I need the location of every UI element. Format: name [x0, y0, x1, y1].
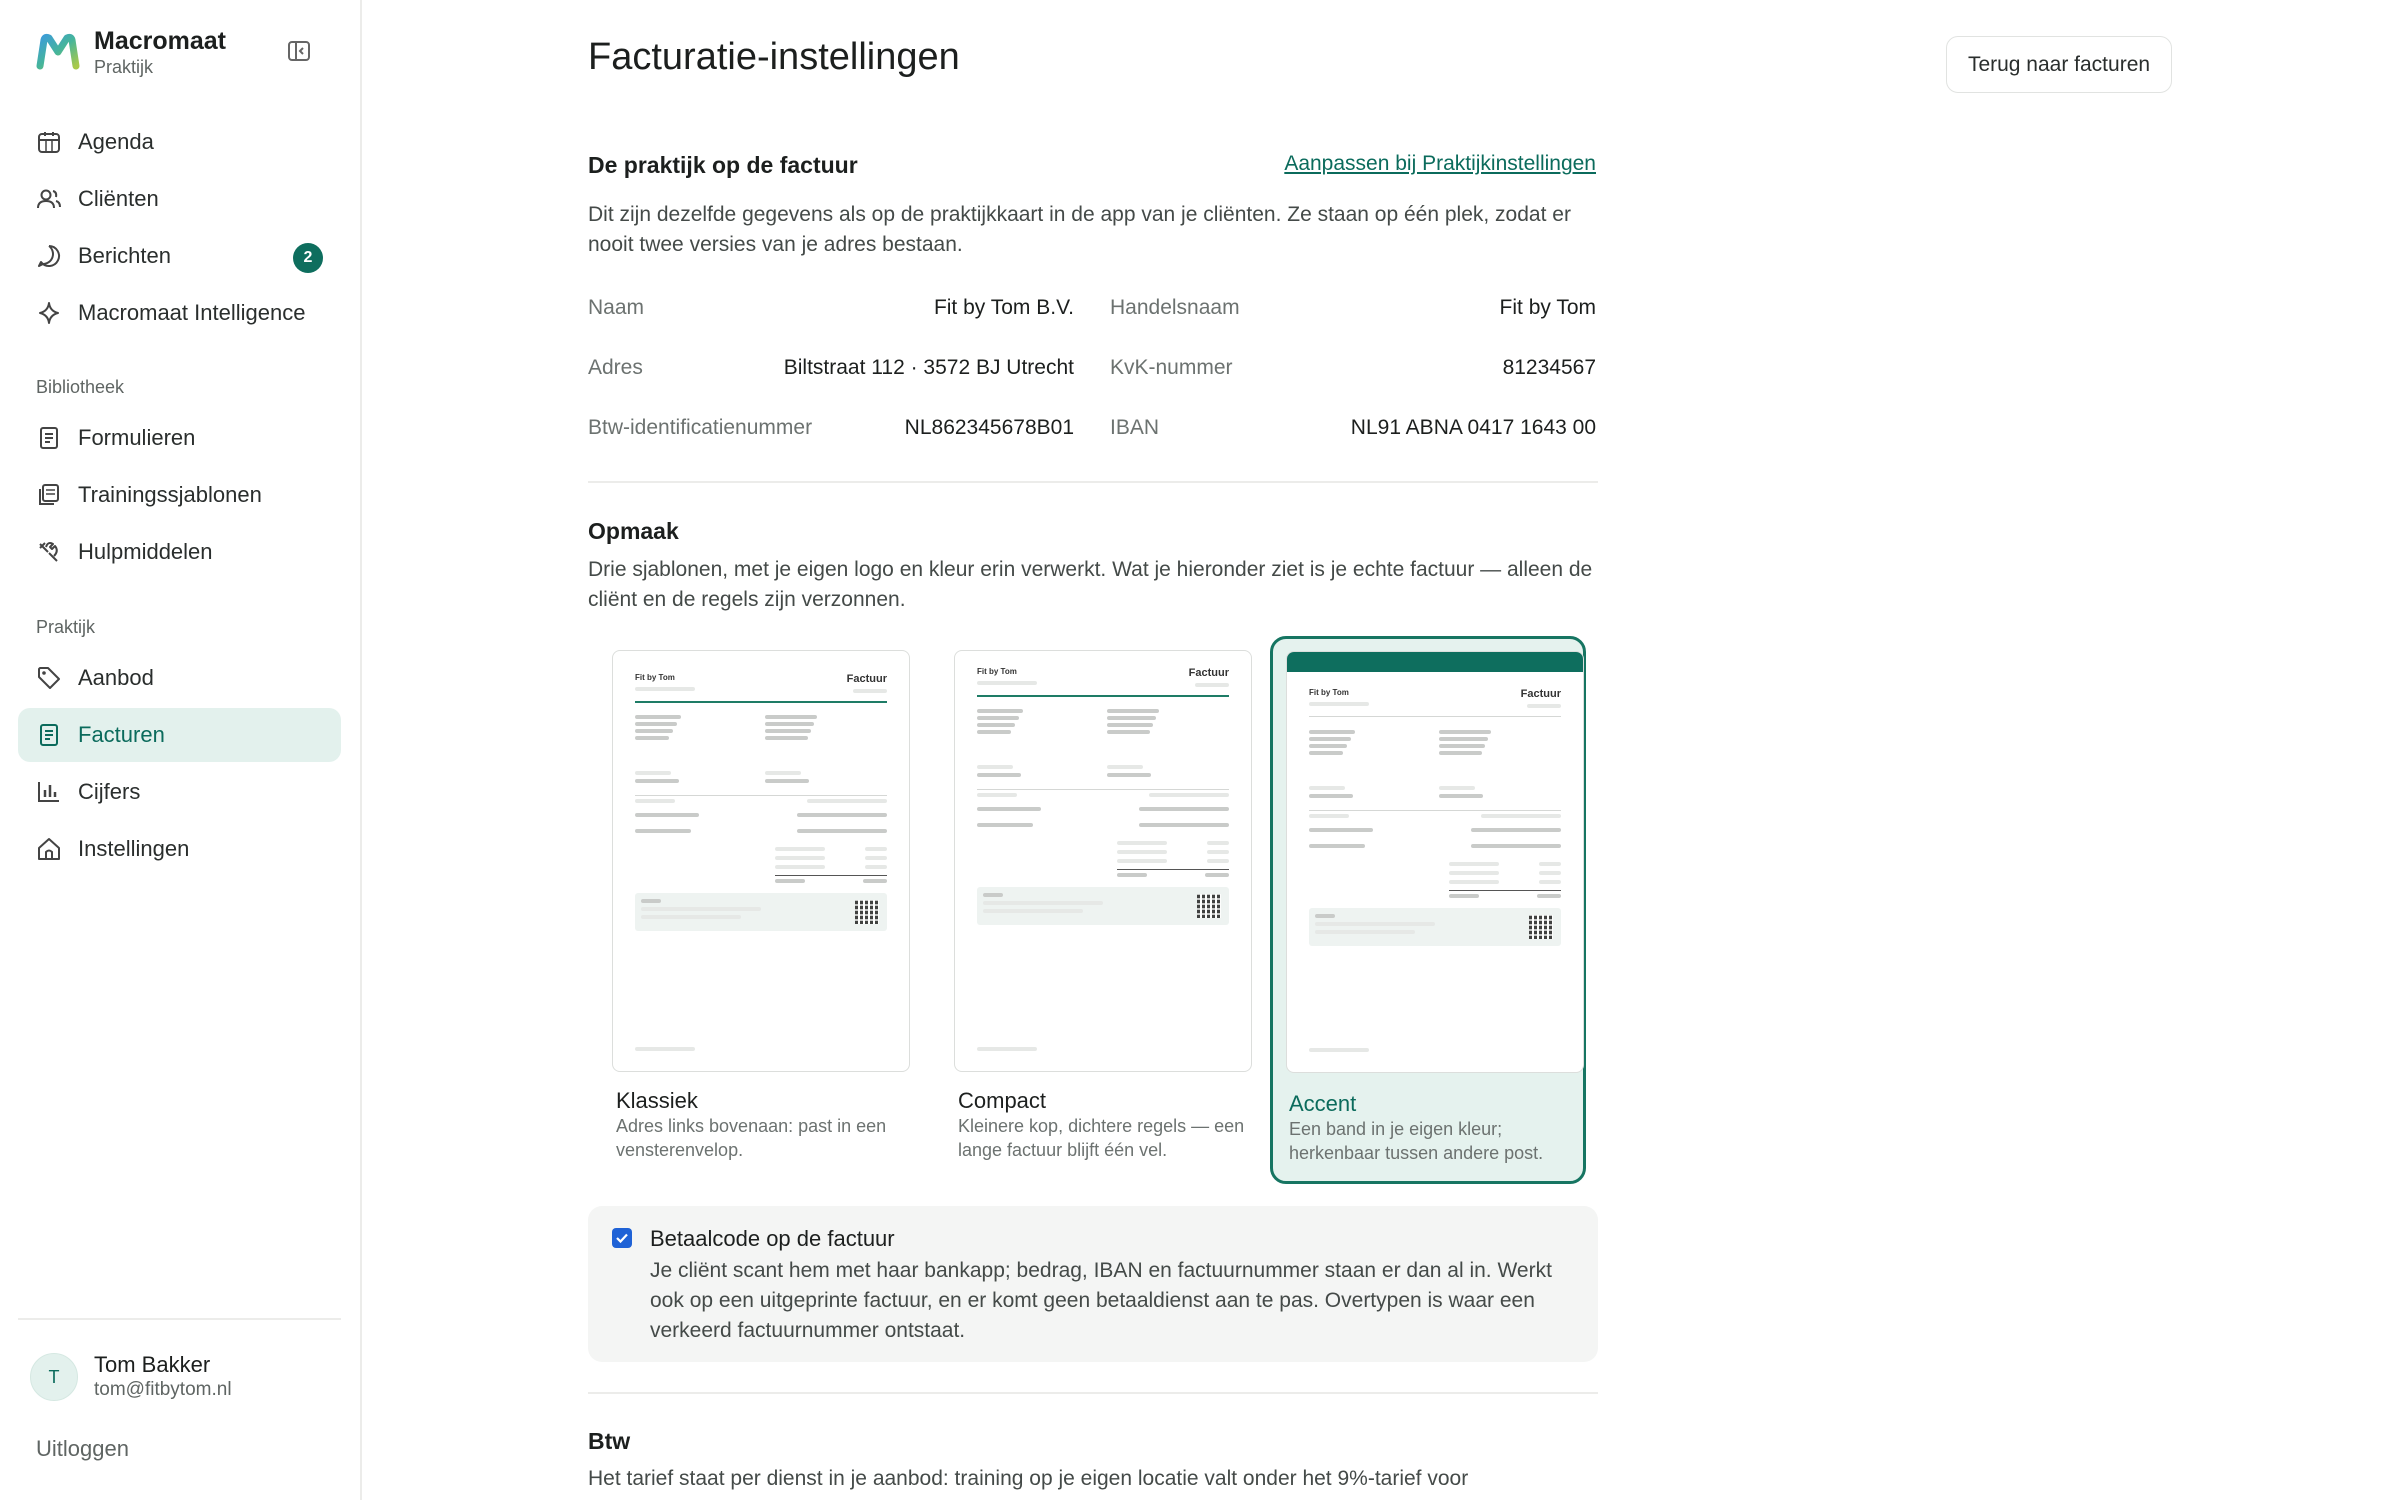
- sidebar: [0, 0, 362, 1500]
- field-value-btw: NL862345678B01: [904, 416, 1074, 439]
- layout-section-title: Opmaak: [588, 518, 679, 544]
- nav-item-agenda[interactable]: [18, 115, 341, 169]
- template-description: Kleinere kop, dichtere regels — een lange factuur blijft één vel.: [958, 1116, 1245, 1160]
- vat-section-description: Het tarief staat per dienst in je aanbod: training op je eigen locatie valt onder het 9%-tarief voor: [588, 1467, 1469, 1490]
- sparkle-icon: [36, 300, 62, 326]
- nav-item-aanbod[interactable]: [18, 651, 341, 705]
- payment-code-checkbox[interactable]: [612, 1228, 632, 1248]
- sidebar-divider: [18, 1318, 341, 1320]
- page-title: Facturatie-instellingen: [588, 36, 960, 78]
- nav-label: Facturen: [78, 722, 165, 747]
- practice-section-description: Dit zijn dezelfde gegevens als op de praktijkkaart in de app van je cliënten. Ze staan op één plek, zodat er nooit twee versies van je adres bestaan.: [588, 203, 1571, 256]
- calendar-icon: [36, 129, 62, 155]
- preview-company: Fit by Tom: [977, 667, 1017, 676]
- preview-company: Fit by Tom: [1309, 688, 1349, 697]
- macromaat-logo-icon: [36, 32, 80, 72]
- field-label-kvk: KvK-nummer: [1110, 356, 1233, 379]
- nav-item-instellingen[interactable]: [18, 822, 341, 876]
- nav-label: Instellingen: [78, 836, 190, 861]
- section-divider: [588, 1392, 1598, 1394]
- qr-code-icon: [1197, 894, 1221, 918]
- tag-icon: [36, 665, 62, 691]
- home-settings-icon: [36, 836, 62, 862]
- nav-label: Agenda: [78, 129, 154, 154]
- nav-item-berichten[interactable]: [18, 229, 341, 283]
- nav-label: Macromaat Intelligence: [78, 300, 306, 325]
- qr-code-icon: [1529, 915, 1553, 939]
- avatar: T: [30, 1353, 78, 1401]
- vat-section-title: Btw: [588, 1428, 631, 1454]
- payment-code-description: Je cliënt scant hem met haar bankapp; bedrag, IBAN en factuurnummer staan er dan al in. Werkt ook op een uitgeprinte factuur, en er komt geen betaaldienst aan te pas. Overtypen is waar een verkeerd factuurnummer ontstaat.: [650, 1259, 1552, 1342]
- template-card-accent[interactable]: [1270, 636, 1586, 1184]
- nav-item-intelligence[interactable]: [18, 286, 341, 340]
- template-description: Een band in je eigen kleur; herkenbaar tussen andere post.: [1289, 1119, 1544, 1163]
- user-profile[interactable]: [30, 1352, 232, 1402]
- payment-code-panel[interactable]: [588, 1206, 1598, 1362]
- nav-label: Formulieren: [78, 425, 196, 450]
- section-divider: [588, 481, 1598, 483]
- nav-label: Cijfers: [78, 779, 141, 804]
- unread-badge: 2: [293, 243, 323, 273]
- field-value-naam: Fit by Tom B.V.: [933, 296, 1074, 319]
- nav-label: Trainingssjablonen: [78, 482, 262, 507]
- qr-code-icon: [855, 900, 879, 924]
- nav-item-trainingssjablonen[interactable]: [18, 468, 341, 522]
- template-name: Klassiek: [616, 1088, 698, 1113]
- template-name: Accent: [1289, 1091, 1357, 1116]
- user-name: Tom Bakker: [94, 1352, 211, 1377]
- nav-label: Aanbod: [78, 665, 154, 690]
- template-card-compact[interactable]: [942, 636, 1258, 1184]
- nav-label: Berichten: [78, 243, 171, 268]
- invoice-preview: [954, 650, 1252, 1072]
- invoice-icon: [36, 722, 62, 748]
- field-value-handelsnaam: Fit by Tom: [1499, 296, 1596, 319]
- field-label-handelsnaam: Handelsnaam: [1110, 296, 1240, 319]
- nav-item-formulieren[interactable]: [18, 411, 341, 465]
- practice-section-title: De praktijk op de factuur: [588, 152, 858, 178]
- template-card-klassiek[interactable]: [600, 636, 916, 1184]
- message-icon: [36, 243, 62, 269]
- bar-chart-icon: [36, 779, 62, 805]
- edit-practice-settings-link[interactable]: Aanpassen bij Praktijkinstellingen: [1284, 152, 1596, 175]
- nav-item-hulpmiddelen[interactable]: [18, 525, 341, 579]
- section-label-praktijk: Praktijk: [36, 617, 96, 637]
- users-icon: [36, 186, 62, 212]
- field-label-adres: Adres: [588, 356, 643, 379]
- invoice-preview: [1286, 651, 1584, 1073]
- tools-icon: [36, 539, 62, 565]
- payment-code-title: Betaalcode op de factuur: [650, 1226, 895, 1251]
- back-to-invoices-button[interactable]: Terug naar facturen: [1946, 36, 2172, 93]
- preview-company: Fit by Tom: [635, 673, 675, 682]
- nav-item-facturen[interactable]: [18, 708, 341, 762]
- brand-subtitle: Praktijk: [94, 57, 154, 77]
- field-value-kvk: 81234567: [1502, 356, 1596, 379]
- layout-section-description: Drie sjablonen, met je eigen logo en kleur erin verwerkt. Wat je hieronder ziet is je echte factuur — alleen de cliënt en de regels zijn verzonnen.: [588, 558, 1593, 611]
- brand-name: Macromaat: [94, 27, 226, 55]
- accent-band: [1287, 652, 1583, 672]
- section-label-bibliotheek: Bibliotheek: [36, 377, 125, 397]
- template-description: Adres links bovenaan: past in een vensterenvelop.: [616, 1116, 887, 1160]
- field-value-iban: NL91 ABNA 0417 1643 00: [1350, 416, 1596, 439]
- template-name: Compact: [958, 1088, 1047, 1113]
- user-email: tom@fitbytom.nl: [94, 1379, 232, 1400]
- field-label-btw: Btw-identificatienummer: [588, 416, 813, 439]
- preview-doc-title: Factuur: [1188, 667, 1229, 679]
- preview-doc-title: Factuur: [846, 673, 887, 685]
- field-label-iban: IBAN: [1110, 416, 1160, 439]
- nav-label: Cliënten: [78, 186, 159, 211]
- sidebar-collapse-icon[interactable]: [286, 38, 312, 64]
- nav-label: Hulpmiddelen: [78, 539, 213, 564]
- nav-item-cijfers[interactable]: [18, 765, 341, 819]
- field-label-naam: Naam: [588, 296, 645, 319]
- nav-item-clienten[interactable]: [18, 172, 341, 226]
- preview-doc-title: Factuur: [1520, 688, 1561, 700]
- field-value-adres: Biltstraat 112 · 3572 BJ Utrecht: [783, 356, 1074, 379]
- logout-link[interactable]: Uitloggen: [36, 1436, 129, 1461]
- invoice-preview: [612, 650, 910, 1072]
- brand[interactable]: [36, 26, 226, 78]
- template-icon: [36, 482, 62, 508]
- checkmark-icon: [615, 1231, 629, 1245]
- form-icon: [36, 425, 62, 451]
